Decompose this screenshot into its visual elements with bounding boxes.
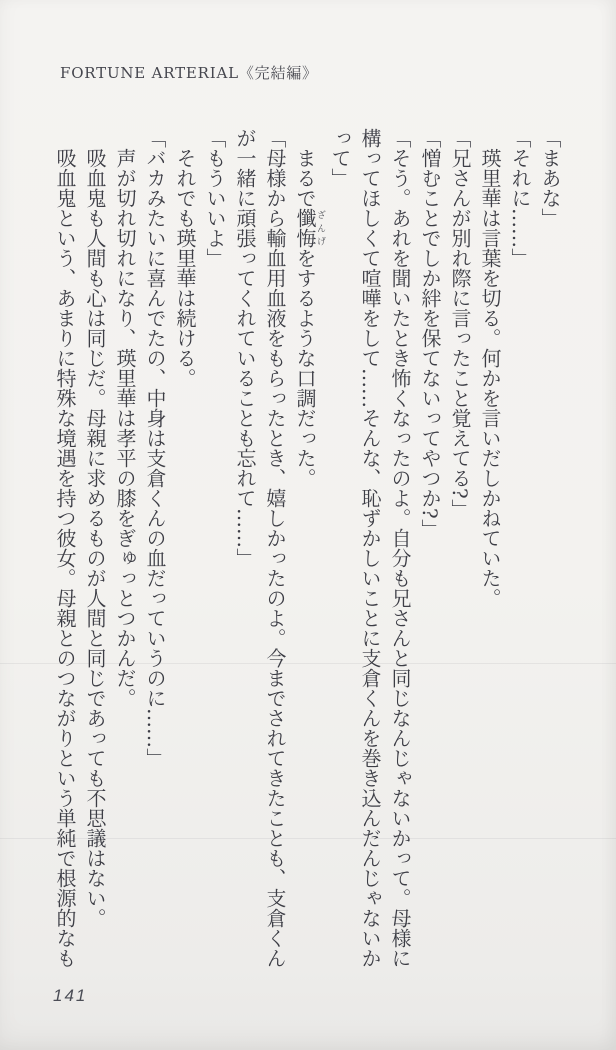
page-number: 141: [53, 986, 88, 1005]
page-body-vertical-text: [50, 128, 565, 974]
ruby-base: 懺悔: [293, 208, 317, 248]
narrative-line: それでも瑛里華は続ける。: [173, 148, 197, 388]
dialogue-line: 「兄さんが別れ際に言ったこと覚えてる?」: [448, 128, 472, 519]
dialogue-line: 「それに……」: [508, 128, 532, 268]
ruby-post-text: をするような口調だった。: [293, 248, 317, 488]
dialogue-line: 「そう。あれを聞いたとき怖くなったのよ。自分も兄さんと同じなんじゃないかって。母様に構ってほしくて喧嘩をして……そんな、恥ずかしいことに支倉くんを巻き込んだんじゃないかって」: [328, 128, 412, 968]
dialogue-line: 「バカみたいに喜んでたの、中身は支倉くんの血だっていうのに……」: [143, 128, 167, 768]
narrative-line: 瑛里華は言葉を切る。何かを言いだしかねていた。: [478, 148, 502, 608]
furigana: ざんげ: [315, 208, 325, 248]
narrative-line: 吸血鬼という、あまりに特殊な境遇を持つ彼女。母親とのつながりという単純で根源的なも: [53, 148, 77, 968]
dialogue-line: 「まあな」: [538, 128, 562, 228]
narrative-line-with-furigana: [290, 128, 325, 974]
ruby-pre-text: まるで: [293, 148, 317, 208]
dialogue-line: 「もういいよ」: [203, 128, 227, 268]
narrative-line: 声が切れ切れになり、瑛里華は孝平の膝をぎゅっとつかんだ。: [113, 148, 137, 708]
ruby-word: [293, 208, 325, 248]
dialogue-line: 「母様から輸血用血液をもらったとき、嬉しかったのよ。今までされてきたことも、支倉くんが一緒に頑張ってくれていることも忘れて……」: [233, 128, 287, 968]
dialogue-line: 「憎むことでしか絆を保てないってやつか?」: [418, 128, 442, 539]
narrative-line: 吸血鬼も人間も心は同じだ。母親に求めるものが人間と同じであっても不思議はない。: [83, 148, 107, 928]
running-header-title: FORTUNE ARTERIAL《完結編》: [60, 64, 318, 82]
